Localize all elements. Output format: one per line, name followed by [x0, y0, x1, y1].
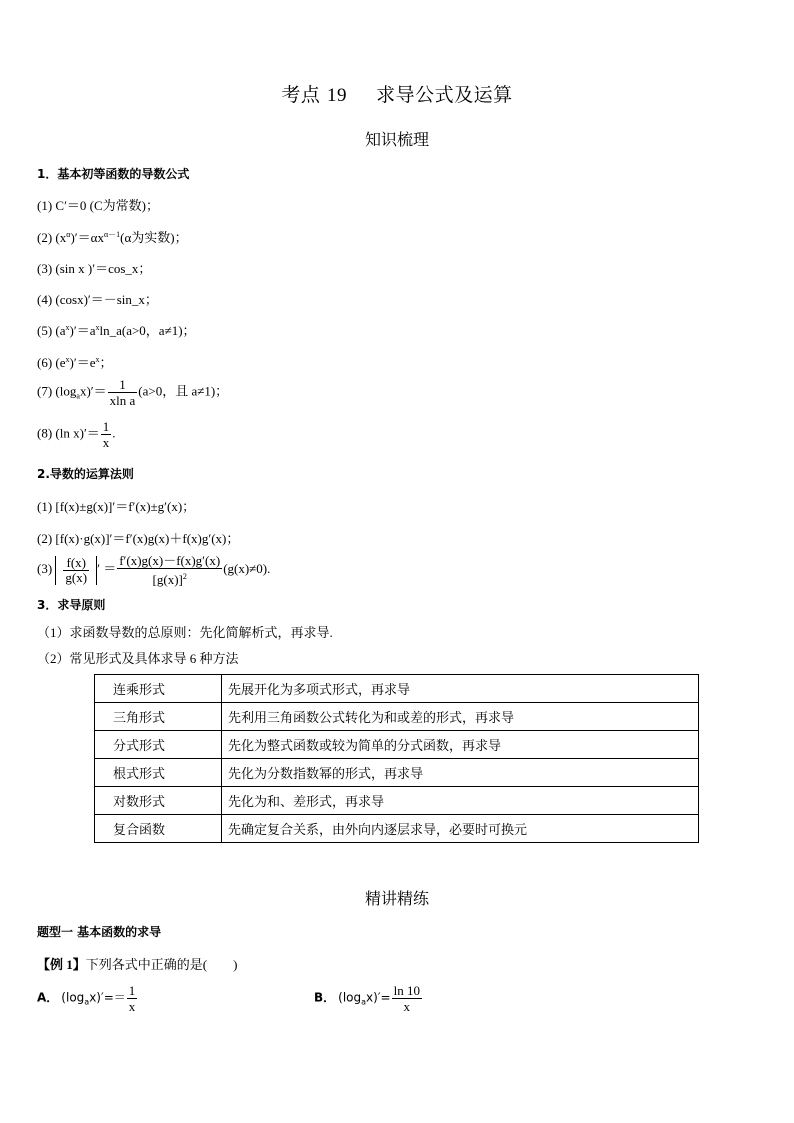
form-cell: 复合函数	[95, 815, 222, 843]
formula-text: .	[112, 425, 116, 441]
option-b	[314, 983, 423, 1014]
formula-text: )′＝a	[69, 323, 96, 338]
item1-heading: 1．基本初等函数的导数公式	[37, 167, 190, 181]
formula-text: ln_a(a>0，a≠1)；	[99, 323, 196, 338]
fraction	[63, 556, 89, 585]
fraction-denominator: xln a	[109, 393, 136, 408]
formula-label: (5)	[37, 323, 53, 338]
formula-text: (e	[55, 355, 66, 370]
form-cell: 分式形式	[95, 731, 222, 759]
form-cell: 连乘形式	[95, 675, 222, 703]
method-cell: 先化为分数指数幂的形式，再求导	[222, 759, 699, 787]
formula-4	[37, 289, 158, 308]
option-text: x)′=	[366, 990, 391, 1005]
fraction	[127, 983, 138, 1014]
subscript: a	[361, 997, 367, 1007]
option-text: (log	[61, 990, 85, 1005]
formula-8	[37, 419, 116, 450]
table-row	[95, 787, 699, 815]
formula-label: (6)	[37, 355, 53, 370]
denominator-base: [g(x)]	[152, 572, 183, 587]
option-a	[37, 983, 138, 1014]
formula-text: )′＝αx	[70, 230, 104, 245]
formula-2	[37, 227, 188, 246]
formula-text: C′＝0 (C为常数)；	[55, 198, 160, 213]
rule-1	[37, 496, 195, 515]
title-text: 求导公式及运算	[376, 84, 513, 106]
formula-text: (a	[55, 323, 66, 338]
formula-text: x)′＝	[79, 383, 107, 399]
formula-1	[37, 195, 159, 214]
subscript: a	[76, 391, 80, 401]
formula-text: (x	[55, 230, 67, 245]
subscript: a	[84, 997, 90, 1007]
table-row	[95, 815, 699, 843]
formula-text: (cosx)′＝－sin_x；	[55, 292, 158, 307]
exponent: x	[95, 355, 100, 364]
section-heading-practice: 精讲精练	[364, 889, 429, 908]
formula-label: (1)	[37, 198, 53, 213]
formula-text: ；	[99, 355, 113, 370]
rule-2	[37, 528, 239, 547]
formula-5	[37, 320, 196, 339]
exponent: x	[65, 355, 70, 364]
section-heading-knowledge: 知识梳理	[364, 130, 429, 149]
table-row	[95, 703, 699, 731]
fraction-numerator: f′(x)g(x)－f(x)g′(x)	[119, 553, 221, 568]
fraction-numerator: 1	[128, 983, 136, 998]
example-1	[37, 954, 237, 973]
principle-2: （2）常见形式及具体求导 6 种方法	[37, 651, 239, 666]
table-row	[95, 675, 699, 703]
fraction	[392, 983, 422, 1014]
prime-mark: ′	[97, 560, 100, 576]
formula-text: (α为实数)；	[120, 230, 188, 245]
form-cell: 根式形式	[95, 759, 222, 787]
fraction-denominator: x	[128, 999, 136, 1014]
principle-1: （1）求函数导数的总原则：先化简解析式，再求导.	[37, 625, 333, 640]
option-text: (log	[338, 990, 362, 1005]
fraction-denominator: g(x)	[65, 569, 88, 585]
method-cell: 先化为整式函数或较为简单的分式函数，再求导	[222, 731, 699, 759]
option-label: A．	[37, 990, 59, 1005]
form-cell: 三角形式	[95, 703, 222, 731]
rule-text: (g(x)≠0).	[223, 560, 271, 576]
exponent: 2	[182, 572, 187, 581]
page-title	[0, 80, 794, 107]
formula-text: (sin x )′＝cos_x；	[55, 261, 152, 276]
formula-7	[37, 377, 228, 408]
table-row	[95, 759, 699, 787]
rule-label: (1)	[37, 499, 53, 514]
exponent: x	[95, 323, 100, 332]
method-cell: 先展开化为多项式形式，再求导	[222, 675, 699, 703]
example-question: 下列各式中正确的是( )	[85, 957, 238, 972]
formula-text: (a>0，且 a≠1)；	[138, 383, 229, 399]
title-prefix: 考点	[281, 84, 321, 106]
formula-text: (log	[55, 383, 77, 399]
item3-heading: 3．求导原则	[37, 598, 106, 612]
formula-label: (3)	[37, 261, 53, 276]
quotient-bracket	[55, 556, 97, 585]
title-number: 19	[326, 85, 347, 106]
fraction-denominator: x	[102, 435, 110, 450]
formula-label: (7)	[37, 383, 53, 399]
fraction-denominator: x	[403, 999, 411, 1014]
option-text: x)′=＝	[89, 990, 126, 1005]
table-row	[95, 731, 699, 759]
method-cell: 先利用三角函数公式转化为和或差的形式，再求导	[222, 703, 699, 731]
fraction	[108, 377, 138, 408]
equals-sign: ＝	[103, 560, 117, 576]
option-label: B．	[314, 990, 336, 1005]
methods-table	[94, 674, 699, 843]
fraction-numerator: 1	[102, 419, 110, 434]
formula-label: (4)	[37, 292, 53, 307]
fraction-denominator	[117, 569, 222, 587]
exponent: α－1	[103, 230, 121, 239]
example-label: 【例 1】	[37, 957, 86, 972]
fraction-numerator: 1	[108, 377, 138, 393]
item2-heading: 2.导数的运算法则	[37, 467, 134, 481]
formula-label: (2)	[37, 230, 53, 245]
method-cell: 先确定复合关系，由外向内逐层求导，必要时可换元	[222, 815, 699, 843]
fraction-numerator: f(x)	[63, 556, 89, 571]
formula-3	[37, 258, 151, 277]
rule-label: (3)	[37, 560, 53, 576]
formula-text: )′＝e	[69, 355, 96, 370]
rule-text: [f(x)·g(x)]′＝f′(x)g(x)＋f(x)g′(x)；	[55, 531, 240, 546]
rule-3	[37, 553, 270, 587]
type1-heading: 题型一 基本函数的求导	[37, 925, 162, 939]
fraction-numerator: ln 10	[393, 983, 420, 998]
fraction	[117, 553, 222, 587]
rule-label: (2)	[37, 531, 53, 546]
formula-text: (ln x)′＝	[55, 425, 100, 441]
exponent: x	[65, 323, 70, 332]
formula-label: (8)	[37, 425, 53, 441]
rule-text: [f(x)±g(x)]′＝f′(x)±g′(x)；	[55, 499, 196, 514]
fraction	[101, 419, 112, 450]
formula-6	[37, 352, 113, 371]
form-cell: 对数形式	[95, 787, 222, 815]
method-cell: 先化为和、差形式，再求导	[222, 787, 699, 815]
exponent: α	[66, 230, 71, 239]
